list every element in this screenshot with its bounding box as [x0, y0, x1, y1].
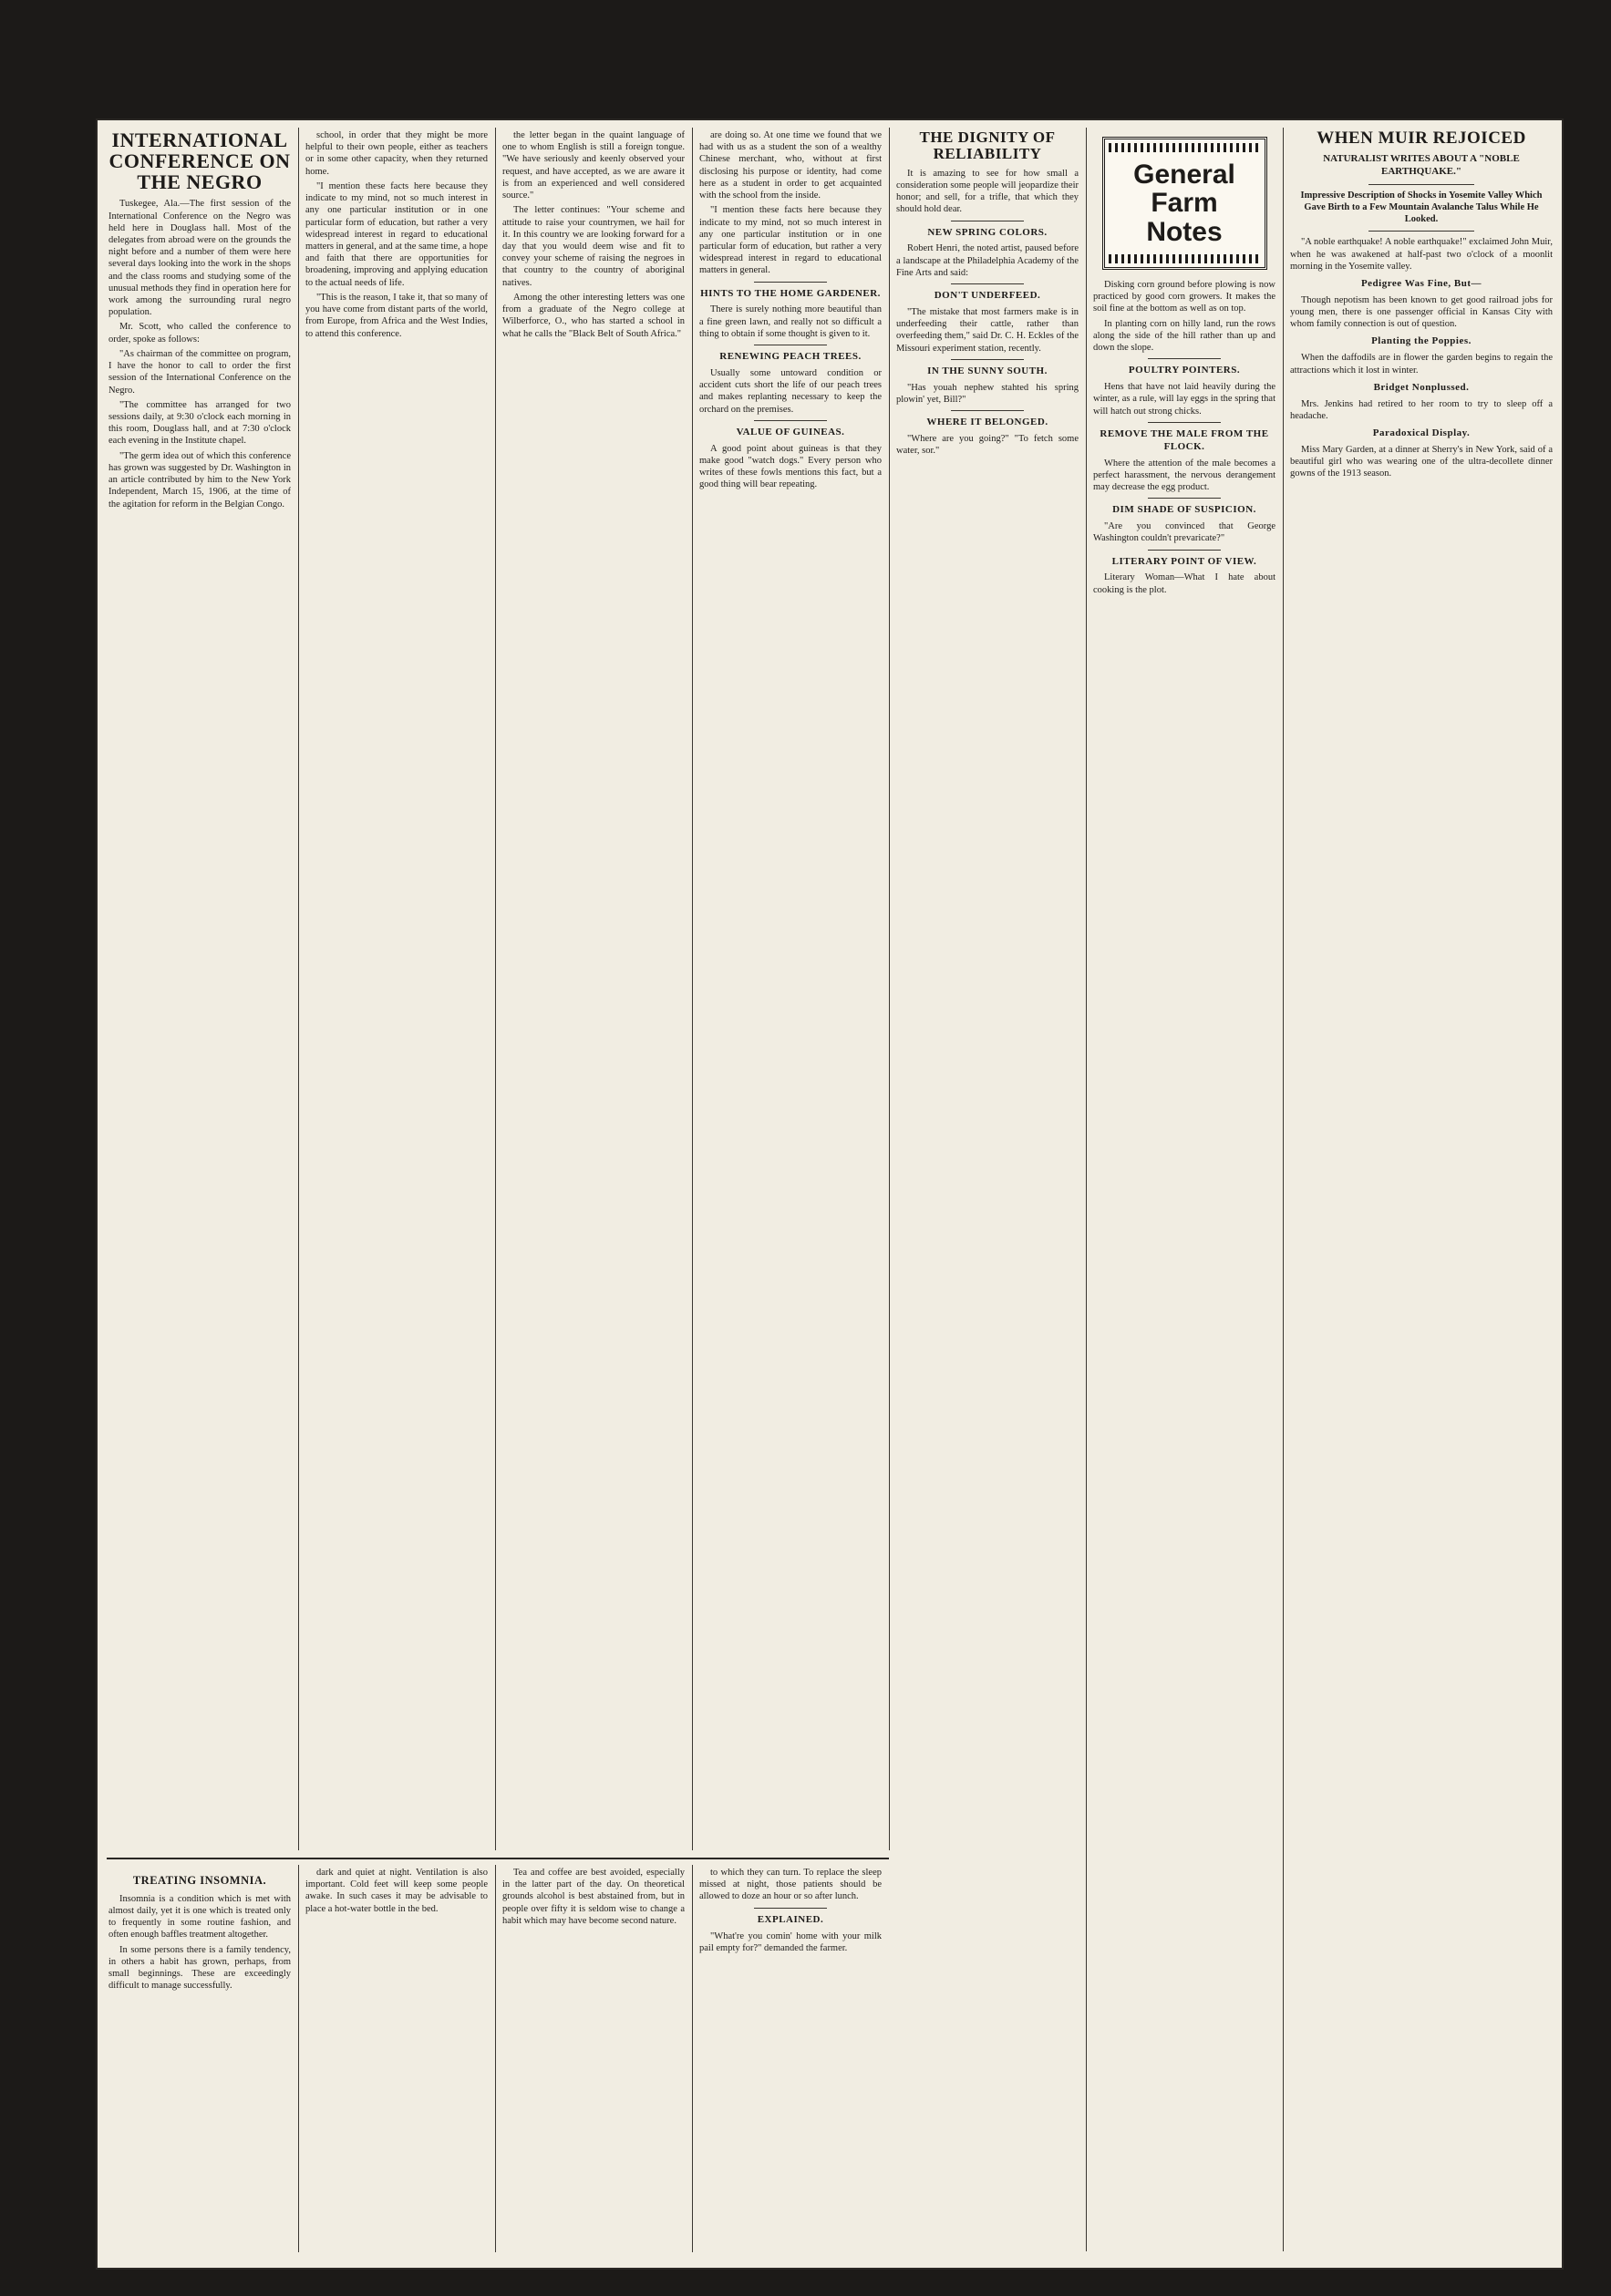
article-paragraph: Mr. Scott, who called the conference to order, spoke as follows: [108, 322, 291, 345]
farm-notes-title-line: Notes [1146, 216, 1223, 247]
subheading-literary-point: LITERARY POINT OF VIEW. [1111, 555, 1257, 567]
article-paragraph: Though nepotism has been known to get good railroad jobs for young men, there is one passenger official in Kansas City with whom family connection is out of question. [1290, 294, 1553, 330]
article-paragraph: Disking corn ground before plowing is now practiced by good corn growers. It makes the soil fine at the bottom as well as on top. [1093, 280, 1275, 314]
article-paragraph: Usually some untoward condition or accident cuts short the life of our peach trees and makes replanting necessary to keep the orchard on the premises. [699, 368, 882, 415]
article-paragraph: school, in order that they might be more helpful to their own people, either as teachers or in some other capacity, when they returned home. [305, 130, 488, 177]
column-international-conference [108, 129, 291, 1852]
article-paragraph: "This is the reason, I take it, that so many of you have come from distant parts of the world, from Europe, from Africa and the West Indies, to attend this conference. [305, 292, 488, 339]
article-paragraph: Miss Mary Garden, at a dinner at Sherry's in New York, said of a beautiful girl who was wearing one of the ultra-decollete dinner gowns of the 1913 season. [1290, 444, 1553, 479]
article-paragraph: to which they can turn. To replace the sleep missed at night, those patients should be allowed to doze an hour or so after lunch. [699, 1868, 882, 1902]
separator [1148, 498, 1221, 499]
subheading-paradoxical: Paradoxical Display. [1372, 427, 1471, 439]
column-gardening [699, 129, 882, 1852]
article-paragraph: In some persons there is a family tendency, in others a habit has grown, perhaps, from small beginnings. These are exceedingly difficult to manage successfully. [108, 1944, 291, 1992]
separator [1148, 550, 1221, 551]
article-paragraph: dark and quiet at night. Ventilation is also important. Cold feet will keep some people awake. In such cases it may be advisable to place a hot-water bottle in the bed. [305, 1868, 488, 1914]
column-rule [495, 1865, 496, 2252]
article-paragraph: "The mistake that most farmers make is in underfeeding their cattle, rather than overfeeding them," said Dr. C. H. Eckles of the Missouri experiment station, recently. [896, 306, 1079, 354]
farm-notes-title-box [1102, 137, 1267, 270]
subheading-poultry-pointers: POULTRY POINTERS. [1128, 365, 1241, 376]
subheading-poppies: Planting the Poppies. [1371, 335, 1472, 347]
ornament-border [1109, 143, 1261, 152]
column-rule [692, 1865, 693, 2252]
ornament-border [1109, 254, 1261, 263]
subheading-pedigree: Pedigree Was Fine, But— [1360, 277, 1482, 289]
article-paragraph: "I mention these facts here because they indicate to my mind, not so much interest in any one particular institution or in one particular form of education, but rather a very widespread interest in regard to educational matters in general, and at the same time, a hope and faith that there are opportunities for broadening, improving and applying education to the actual needs of life. [305, 180, 488, 288]
separator [1148, 422, 1221, 423]
column-rule [1283, 128, 1284, 2251]
article-paragraph: Hens that have not laid heavily during the winter, as a rule, will lay eggs in the spring that will hatch out strong chicks. [1093, 382, 1275, 417]
article-paragraph: Where the attention of the male becomes a perfect harassment, the nervous derangement may decrease the egg product. [1093, 458, 1275, 492]
article-paragraph: "What're you comin' home with your milk pail empty for?" demanded the farmer. [699, 1930, 882, 1953]
article-paragraph: "I mention these facts here because they indicate to my mind, not so much interest in any one particular institution or in one particular form of education, but rather a very widespread interest in regard to educational matters in general. [699, 205, 882, 276]
article-paragraph: Robert Henri, the noted artist, paused before a landscape at the Philadelphia Academy of the Fine Arts and said: [896, 243, 1079, 278]
article-lead: Tuskegee, Ala.—The first session of the International Conference on the Negro was held here in Douglass hall. Most of the delegates from abroad were on the grounds the night before and a number of them were here several days looking into the work in the shops and the class rooms and studying some of the unusual methods they find in operation here for work among the surrounding rural negro population. [108, 199, 291, 318]
section-rule [107, 1858, 889, 1859]
article-paragraph: "Has youah nephew stahted his spring plowin' yet, Bill?" [896, 382, 1079, 405]
separator [1148, 358, 1221, 359]
column-farm-notes [1093, 129, 1275, 2253]
subheading-dim-shade: DIM SHADE OF SUSPICION. [1112, 504, 1256, 516]
separator [754, 282, 827, 283]
article-paragraph: Tea and coffee are best avoided, especially in the latter part of the day. On theoretical grounds alcohol is best abstained from, but in people over fifty it is seldom wise to change a habit which may have become second nature. [502, 1868, 685, 1926]
column-reliability [896, 129, 1079, 2253]
article-paragraph: "Where are you going?" "To fetch some water, sor." [896, 433, 1079, 457]
article-paragraph: In planting corn on hilly land, run the rows along the side of the hill rather than up and down the slope. [1093, 318, 1275, 354]
article-paragraph: When the daffodils are in flower the garden begins to regain the attractions which it lost in winter. [1290, 353, 1553, 376]
subheading-spring-colors: NEW SPRING COLORS. [927, 226, 1048, 238]
separator [951, 283, 1024, 284]
subheading-sunny-south: IN THE SUNNY SOUTH. [927, 365, 1048, 376]
article-paragraph: "The germ idea out of which this conference has grown was suggested by Dr. Washington in an article contributed by him to the New York Independent, March 15, 1906, at the time of the agitation for reform in the Belgian Congo. [108, 450, 291, 510]
separator [951, 359, 1024, 360]
newspaper-page [96, 118, 1564, 2270]
article-paragraph: Mrs. Jenkins had retired to her room to try to sleep off a headache. [1290, 398, 1553, 421]
subheading-where-it-belonged: WHERE IT BELONGED. [926, 417, 1048, 428]
subheading-explained: EXPLAINED. [757, 1913, 824, 1925]
deck-description: Impressive Description of Shocks in Yosemite Valley Which Gave Birth to a Few Mountain Avalanche Talus While He Looked. [1300, 190, 1543, 225]
article-paragraph: "As chairman of the committee on program, I have the honor to call to order the first session of the International Conference on the Negro. [108, 348, 291, 396]
article-paragraph: There is surely nothing more beautiful than a fine green lawn, and really not so difficult a thing to obtain if some thought is given to it. [699, 304, 882, 339]
column-insomnia-1 [108, 1867, 291, 2250]
separator [754, 1908, 827, 1909]
article-paragraph: A good point about guineas is that they make good "watch dogs." Every person who writes of these fowls mentions this fact, but a good thing will bear repeating. [699, 443, 882, 490]
column-rule [298, 128, 299, 1850]
subheading-bridget: Bridget Nonplussed. [1373, 381, 1470, 393]
column-letters [502, 129, 685, 1852]
subheading-underfeed: DON'T UNDERFEED. [934, 290, 1041, 302]
farm-notes-title-line: Farm [1151, 188, 1218, 219]
article-paragraph: "A noble earthquake! A noble earthquake!" exclaimed John Muir, when he was awakened at half-past two o'clock of a moonlit morning in the Yosemite valley. [1290, 237, 1553, 272]
farm-notes-title-line: General [1133, 159, 1235, 190]
separator [754, 420, 827, 421]
subheading-guineas: VALUE OF GUINEAS. [736, 426, 845, 438]
article-paragraph: Insomnia is a condition which is met with almost daily, yet it is one which is treated only to frequently in some routine fashion, and often enough baffles treatment altogether. [108, 1893, 291, 1941]
article-paragraph: The letter continues: "Your scheme and attitude to raise your countrymen, we hail for it. In this country we are looking forward for a day that you would deem wise and fit to convey your scheme of raising the negroes in that country to the country of aboriginal natives. [502, 205, 685, 288]
column-rule [1086, 128, 1087, 2251]
deck-naturalist: NATURALIST WRITES ABOUT A "NOBLE EARTHQUAKE." [1323, 152, 1520, 177]
column-rule [889, 128, 890, 1850]
separator [951, 410, 1024, 411]
column-rule [495, 128, 496, 1850]
article-paragraph: Among the other interesting letters was one from a graduate of the Negro college at Wilberforce, O., who has started a school in what he calls the "Black Belt of South Africa." [502, 292, 685, 339]
column-insomnia-2 [305, 1867, 488, 2250]
column-insomnia-3 [502, 1867, 685, 2250]
column-rule [298, 1865, 299, 2252]
column-rule [692, 128, 693, 1850]
article-paragraph: It is amazing to see for how small a consideration some people will jeopardize their honor; and sell, for a trifle, that which they should hold dear. [896, 168, 1079, 215]
column-insomnia-4 [699, 1867, 882, 2250]
article-paragraph: are doing so. At one time we found that we had with us as a student the son of a wealthy Chinese merchant, who, without at first disclosing his purpose or identity, had come here as a student in order to get acquainted with the school from the inside. [699, 130, 882, 201]
subheading-peach-trees: RENEWING PEACH TREES. [719, 351, 862, 363]
separator [1368, 184, 1473, 185]
headline-treating-insomnia: TREATING INSOMNIA. [132, 1874, 267, 1887]
column-conference-continued [305, 129, 488, 1852]
subheading-remove-male: REMOVE THE MALE FROM THE FLOCK. [1100, 427, 1269, 452]
separator [1368, 231, 1473, 232]
headline-when-muir-rejoiced: WHEN MUIR REJOICED [1317, 129, 1526, 148]
subheading-home-gardener: HINTS TO THE HOME GARDENER. [700, 287, 881, 299]
article-paragraph: "Are you convinced that George Washington couldn't prevaricate?" [1093, 521, 1275, 544]
article-paragraph: "The committee has arranged for two sessions daily, at 9:30 o'clock each morning in this room, Douglass hall, and at 7:30 o'clock each evening in the Institute chapel. [108, 399, 291, 447]
headline-international-conference: INTERNATIONAL CONFERENCE ON THE NEGRO [108, 129, 291, 194]
article-paragraph: the letter began in the quaint language of one to whom English is still a foreign tongue. "We have seriously and keenly observed your request, and have accepted, as we are aware it is from an experienced and well considered source." [502, 130, 685, 201]
article-paragraph: Literary Woman—What I hate about cooking is the plot. [1093, 572, 1275, 595]
column-muir [1290, 129, 1553, 2253]
headline-dignity-of-reliability: THE DIGNITY OF RELIABILITY [919, 129, 1056, 162]
